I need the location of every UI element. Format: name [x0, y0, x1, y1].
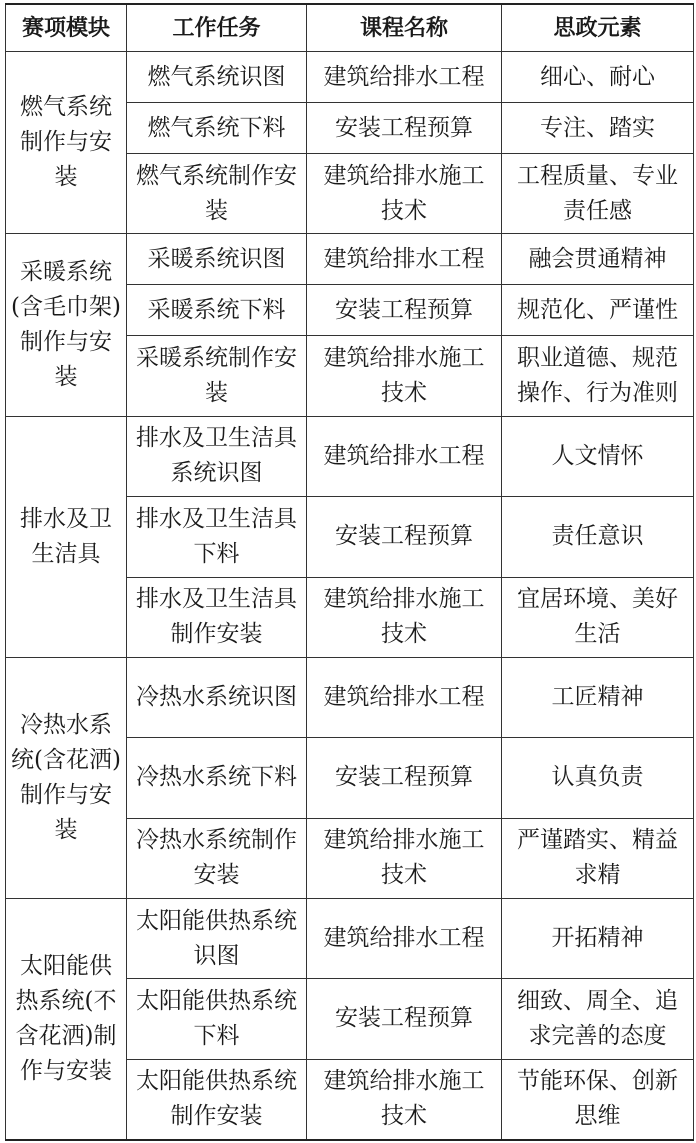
element-cell: 严谨踏实、精益求精 [502, 818, 694, 898]
element-cell: 开拓精神 [502, 898, 694, 978]
task-cell: 燃气系统下料 [127, 103, 307, 154]
task-cell: 排水及卫生洁具系统识图 [127, 416, 307, 496]
course-cell: 安装工程预算 [307, 497, 502, 577]
element-cell: 职业道德、规范操作、行为准则 [502, 336, 694, 416]
task-cell: 燃气系统识图 [127, 52, 307, 103]
element-cell: 专注、踏实 [502, 103, 694, 154]
element-cell: 责任意识 [502, 497, 694, 577]
element-cell: 规范化、严谨性 [502, 285, 694, 336]
course-cell: 安装工程预算 [307, 103, 502, 154]
element-cell: 认真负责 [502, 738, 694, 818]
course-cell: 建筑给排水施工技术 [307, 336, 502, 416]
module-name-drainage: 排水及卫生洁具 [6, 416, 127, 657]
element-cell: 细致、周全、追求完善的态度 [502, 979, 694, 1059]
module-name-heating: 采暖系统(含毛巾架)制作与安装 [6, 234, 127, 416]
course-cell: 建筑给排水工程 [307, 52, 502, 103]
task-cell: 冷热水系统制作安装 [127, 818, 307, 898]
course-cell: 建筑给排水工程 [307, 416, 502, 496]
task-cell: 采暖系统下料 [127, 285, 307, 336]
header-task: 工作任务 [127, 4, 307, 52]
course-cell: 建筑给排水工程 [307, 657, 502, 737]
course-cell: 建筑给排水施工技术 [307, 1059, 502, 1140]
task-cell: 太阳能供热系统识图 [127, 898, 307, 978]
table-row [6, 898, 694, 978]
table-row [6, 234, 694, 285]
course-cell: 建筑给排水施工技术 [307, 818, 502, 898]
element-cell: 人文情怀 [502, 416, 694, 496]
element-cell: 细心、耐心 [502, 52, 694, 103]
task-cell: 冷热水系统识图 [127, 657, 307, 737]
header-element: 思政元素 [502, 4, 694, 52]
course-cell: 建筑给排水工程 [307, 234, 502, 285]
element-cell: 工程质量、专业责任感 [502, 154, 694, 234]
module-name-gas: 燃气系统制作与安装 [6, 52, 127, 234]
course-cell: 建筑给排水施工技术 [307, 577, 502, 657]
header-row [6, 4, 694, 52]
table-row [6, 416, 694, 496]
task-cell: 排水及卫生洁具制作安装 [127, 577, 307, 657]
task-cell: 太阳能供热系统下料 [127, 979, 307, 1059]
task-cell: 采暖系统制作安装 [127, 336, 307, 416]
module-name-hot-cold-water: 冷热水系统(含花洒)制作与安装 [6, 657, 127, 898]
element-cell: 工匠精神 [502, 657, 694, 737]
course-cell: 安装工程预算 [307, 285, 502, 336]
course-cell: 建筑给排水施工技术 [307, 154, 502, 234]
course-ideology-table [5, 3, 694, 1141]
course-cell: 安装工程预算 [307, 738, 502, 818]
task-cell: 采暖系统识图 [127, 234, 307, 285]
element-cell: 节能环保、创新思维 [502, 1059, 694, 1140]
element-cell: 融会贯通精神 [502, 234, 694, 285]
header-module: 赛项模块 [6, 4, 127, 52]
element-cell: 宜居环境、美好生活 [502, 577, 694, 657]
task-cell: 排水及卫生洁具下料 [127, 497, 307, 577]
course-cell: 安装工程预算 [307, 979, 502, 1059]
header-course: 课程名称 [307, 4, 502, 52]
task-cell: 燃气系统制作安装 [127, 154, 307, 234]
task-cell: 冷热水系统下料 [127, 738, 307, 818]
module-name-solar: 太阳能供热系统(不含花洒)制作与安装 [6, 898, 127, 1140]
task-cell: 太阳能供热系统制作安装 [127, 1059, 307, 1140]
course-cell: 建筑给排水工程 [307, 898, 502, 978]
table-row [6, 657, 694, 737]
table-row [6, 52, 694, 103]
